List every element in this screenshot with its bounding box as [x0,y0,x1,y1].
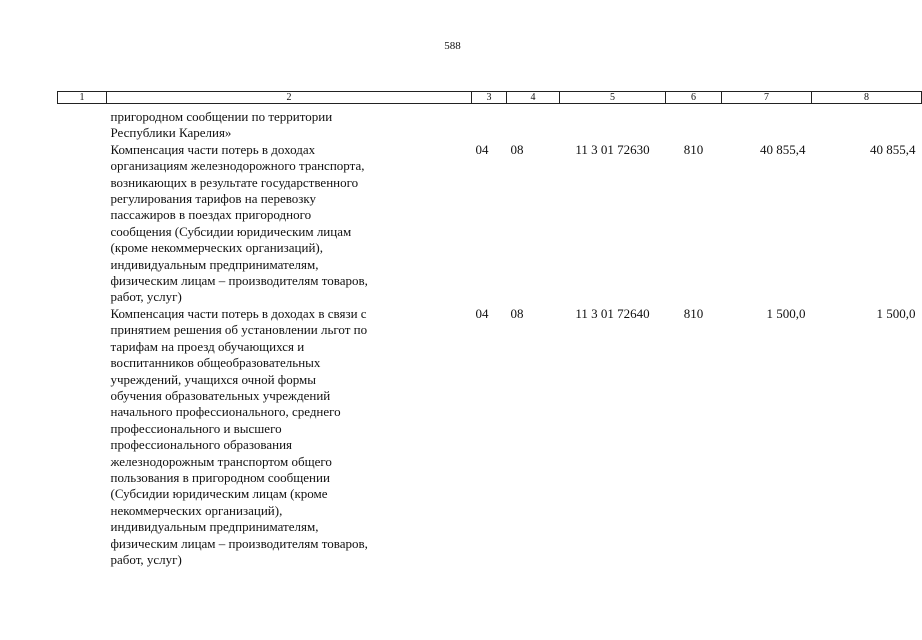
table-row [58,142,922,306]
column-header: 5 [560,92,666,104]
column-header: 7 [722,92,812,104]
table-row [58,306,922,569]
row-number-cell [58,142,107,306]
column-header: 1 [58,92,107,104]
section-cell: 04 [475,305,489,321]
description-cell: пригородном сообщении по территории Республики Карелия» [110,109,333,141]
amount-cell [812,104,922,142]
column-header: 8 [812,92,922,104]
description-cell: Компенсация части потерь в доходах организациям железнодорожного транспорта, возникающих в результате государственного регулирования тарифов на перевозку пассажиров в поездах пригородного сообщения (Субсидии юридическим лицам (кроме некоммерческих организаций), индивидуальным предпринимателям, физическим лицам – производителям товаров, работ, услуг) [110,141,368,305]
subsection-cell: 08 [510,305,524,321]
page-number: 588 [444,40,461,52]
row-number-cell [58,306,107,569]
target-article-cell [560,104,666,142]
table-header-row [58,92,922,104]
row-number-cell [58,104,107,142]
target-article-cell: 11 3 01 72640 [575,305,650,321]
amount-cell [722,104,812,142]
budget-table [57,91,922,568]
target-article-cell: 11 3 01 72630 [575,141,650,157]
subsection-cell: 08 [510,141,524,157]
table-row [58,104,922,142]
amount-cell: 1 500,0 [876,305,916,321]
expense-type-cell [666,104,722,142]
amount-cell: 40 855,4 [760,141,806,157]
column-header: 6 [666,92,722,104]
subsection-cell [507,104,560,142]
expense-type-cell: 810 [683,305,704,321]
column-header: 4 [507,92,560,104]
column-header: 2 [107,92,472,104]
amount-cell: 1 500,0 [766,305,806,321]
amount-cell: 40 855,4 [870,141,916,157]
expense-type-cell: 810 [683,141,704,157]
description-cell: Компенсация части потерь в доходах в связи с принятием решения об установлении льгот по тарифам на проезд обучающихся и воспитанников общеобразовательных учреждений, учащихся очной формы обучения образовательных учреждений начального профессионального, среднего профессионального и высшего профессионального образования железнодорожным транспортом общего пользования в пригородном сообщении (Субсидии юридическим лицам (кроме некоммерческих организаций), индивидуальным предпринимателям, физическим лицам – производителям товаров, работ, услуг) [110,305,368,567]
section-cell [472,104,507,142]
column-header: 3 [472,92,507,104]
section-cell: 04 [475,141,489,157]
